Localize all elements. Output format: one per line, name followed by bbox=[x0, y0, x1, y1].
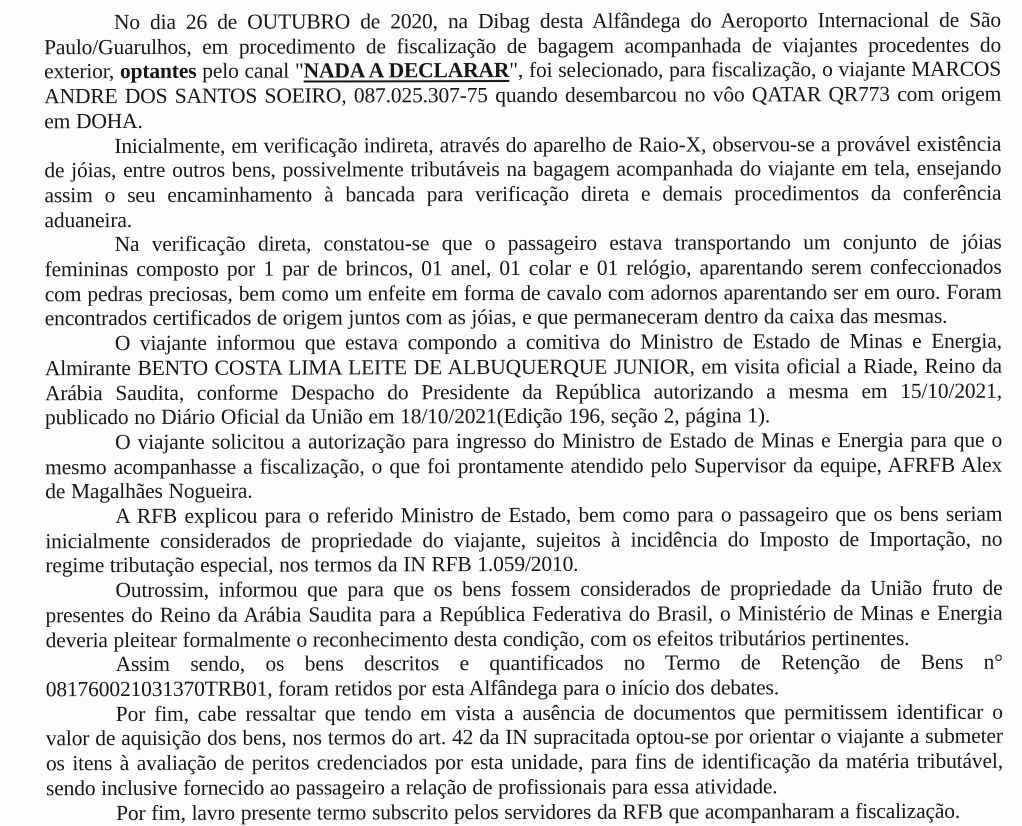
paragraph-1-segment-2: optantes bbox=[119, 59, 197, 84]
document-body bbox=[44, 8, 1003, 826]
paragraph-2 bbox=[44, 131, 1001, 232]
paragraph-2-segment-1: Inicialmente, em verificação indireta, através do aparelho de Raio-X, observou-se a provável existência de jóias, entre outros bens, possivelmente tributáveis na bagagem acompanhada do viajante em tela, ensejando assim o seu encaminhamento à bancada para verificação direta e demais procedimentos da conferência aduaneira. bbox=[44, 131, 1002, 232]
paragraph-10-segment-1: Por fim, lavro presente termo subscrito pelos servidores da RFB que acompanharam a fiscalização. bbox=[116, 798, 961, 825]
paragraph-7-segment-1: Outrossim, informou que para que os bens fossem considerados de propriedade da União fruto de presentes do Reino da Arábia Saudita para a República Federativa do Brasil, o Ministério de Minas e Energia deveria pleitear formalmente o reconhecimento desta condição, com os efeitos tributários pertinentes. bbox=[45, 575, 1003, 652]
paragraph-6 bbox=[45, 502, 1002, 579]
paragraph-4 bbox=[45, 329, 1002, 430]
paragraph-1 bbox=[44, 8, 1001, 134]
paragraph-1-segment-1: No dia 26 de OUTUBRO de 2020, na Dibag desta Alfândega do Aeroporto Internacional de São Paulo/Guarulhos, em procedimento de fiscalização de bagagem acompanhada de viajantes procedentes do exterior, bbox=[44, 7, 1002, 84]
paragraph-1-segment-4: NADA A DECLARAR bbox=[303, 58, 510, 83]
paragraph-5 bbox=[45, 428, 1002, 505]
paragraph-7 bbox=[45, 576, 1002, 653]
paragraph-8-segment-1: Assim sendo, os bens descritos e quantificados no Termo de Retenção de Bens n° 081760021031370TRB01, foram retidos por esta Alfândega para o início dos debates. bbox=[45, 649, 1003, 702]
paragraph-1-segment-5: ", foi selecionado, para fiscalização, o viajante MARCOS ANDRE DOS SANTOS SOEIRO, 087.025.307-75 quando desembarcou no vôo QATAR QR773 com origem em DOHA. bbox=[44, 57, 1002, 134]
paragraph-3 bbox=[45, 230, 1002, 331]
paragraph-3-segment-1: Na verificação direta, constatou-se que o passageiro estava transportando um conjunto de jóias femininas composto por 1 par de brincos, 01 anel, 01 colar e 01 relógio, aparentando serem confeccionados com pedras preciosas, bem como um enfeite em forma de cavalo com adornos aparentando ser em ouro. Foram encontrados certificados de origem juntos com as jóias, e que permaneceram dentro da caixa das mesmas. bbox=[44, 230, 1002, 331]
paragraph-9-segment-1: Por fim, cabe ressaltar que tendo em vista a ausência de documentos que permitissem identificar o valor de aquisição dos bens, nos termos do art. 42 da IN supracitada optou-se por orientar o viajante a submeter os itens à avaliação de peritos credenciados por esta unidade, para fins de identificação da matéria tributável, sendo inclusive fornecido ao passageiro a relação de profissionais para essa atividade. bbox=[45, 699, 1003, 801]
paragraph-4-segment-1: O viajante informou que estava compondo a comitiva do Ministro de Estado de Minas e Energia, Almirante BENTO COSTA LIMA LEITE DE ALBUQUERQUE JUNIOR, em visita oficial a Riade, Reino da Arábia Saudita, conforme Despacho do Presidente da República autorizando a mesma em 15/10/2021, publicado no Diário Oficial da União em 18/10/2021(Edição 196, seção 2, página 1). bbox=[44, 328, 1002, 430]
paragraph-9 bbox=[46, 699, 1003, 800]
paragraph-5-segment-1: O viajante solicitou a autorização para ingresso do Ministro de Estado de Minas e Energia para que o mesmo acompanhasse a fiscalização, o que foi prontamente atendido pelo Supervisor da equipe, AFRFB Alex de Magalhães Nogueira. bbox=[45, 427, 1003, 504]
paragraph-6-segment-1: A RFB explicou para o referido Ministro de Estado, bem como para o passageiro que os bens seriam inicialmente considerados de propriedade do viajante, sujeitos à incidência do Imposto de Importação, no regime tributação especial, nos termos da IN RFB 1.059/2010. bbox=[45, 501, 1003, 578]
paragraph-10 bbox=[46, 798, 1003, 825]
paragraph-8 bbox=[46, 650, 1003, 702]
paragraph-1-segment-3: pelo canal " bbox=[196, 58, 304, 84]
